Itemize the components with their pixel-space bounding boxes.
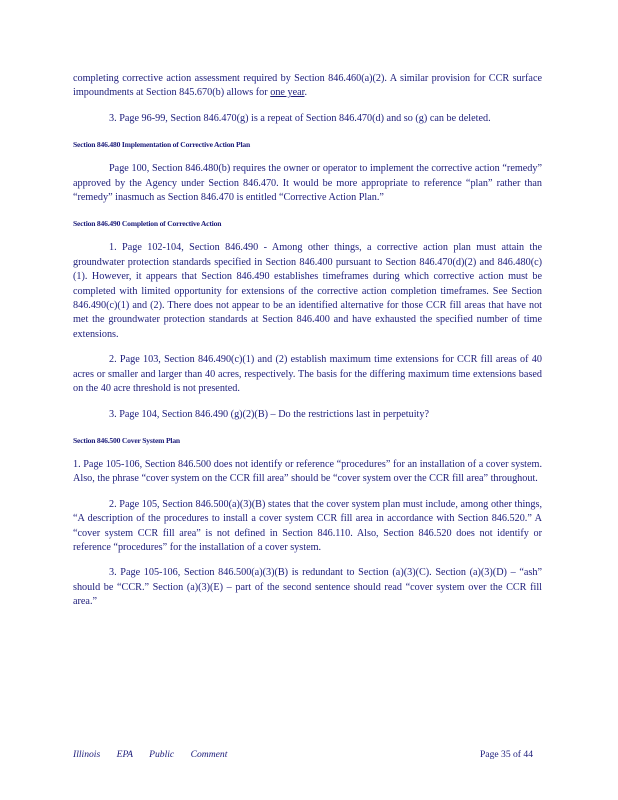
paragraph-500-2: 2. Page 105, Section 846.500(a)(3)(B) states that the cover system plan must include, among other things, “A description of the procedures to install a cover system CCR fill area in accordance with Section 846.520.” A “cover system CCR fill area” is not defined in Section 846.110. Also, Section 846.520 does not identify or reference “procedures” for the installation of a cover system. (73, 498, 542, 553)
paragraph-480: Page 100, Section 846.480(b) requires the owner or operator to implement the corrective action “remedy” approved by the Agency under Section 846.470. It would be more appropriate to reference “plan” rather than “remedy” inasmuch as Section 846.470 is entitled “Corrective Action Plan.” (73, 163, 542, 204)
paragraph-490-3: 3. Page 104, Section 846.490 (g)(2)(B) – Do the restrictions last in perpetuity? (109, 408, 429, 420)
text: . (304, 87, 307, 99)
document-body (73, 72, 542, 610)
page-number: Page 35 of 44 (479, 749, 533, 760)
paragraph-490-2: 2. Page 103, Section 846.490(c)(1) and (2) establish maximum time extensions for CCR fill areas of 40 acres or smaller and larger than 40 acres, respectively. The basis for the differing maximum time extensions based on the 40 acre threshold is not presented. (73, 354, 542, 395)
paragraph-500-3: 3. Page 105-106, Section 846.500(a)(3)(B) is redundant to Section (a)(3)(C). Section (a)(3)(D) – “ash” should be “CCR.” Section (a)(3)(E) – part of the second sentence should read “cover system over the CCR fill area.” (73, 567, 542, 608)
section-heading-480: Section 846.480 Implementation of Corrective Action Plan (73, 140, 251, 150)
underlined-text: one year (270, 87, 305, 99)
paragraph-470-3: 3. Page 96-99, Section 846.470(g) is a repeat of Section 846.470(d) and so (g) can be deleted. (109, 112, 491, 124)
paragraph-500-1: 1. Page 105-106, Section 846.500 does not identify or reference “procedures” for an installation of a cover system. Also, the phrase “cover system on the CCR fill area” should be “cover system over the CCR fill area” throughout. (73, 458, 542, 485)
footer-title: Illinois EPA Public Comment (73, 749, 228, 760)
section-heading-490: Section 846.490 Completion of Corrective Action (73, 219, 222, 229)
paragraph-490-1: 1. Page 102-104, Section 846.490 - Among other things, a corrective action plan must attain the groundwater protection standards specified in Section 846.400 pursuant to Section 846.470(d)(2) and 846.480(c)(1). However, it appears that Section 846.490 establishes timeframes during which corrective action must be completed with limited opportunity for extensions of the corrective action completion timeframes. See Section 846.490(c)(1) and (2). There does not appear to be an identified alternative for those CCR fill areas that have not met the groundwater protection standards at Section 846.400 and have exhausted the specified number of time extensions. (73, 242, 542, 340)
text: completing corrective action assessment required by Section 846.460(a)(2). A similar provision for CCR surface impoundments at Section 845.670(b) allows for (73, 73, 542, 99)
section-heading-500: Section 846.500 Cover System Plan (73, 435, 180, 445)
paragraph-intro (73, 72, 542, 101)
